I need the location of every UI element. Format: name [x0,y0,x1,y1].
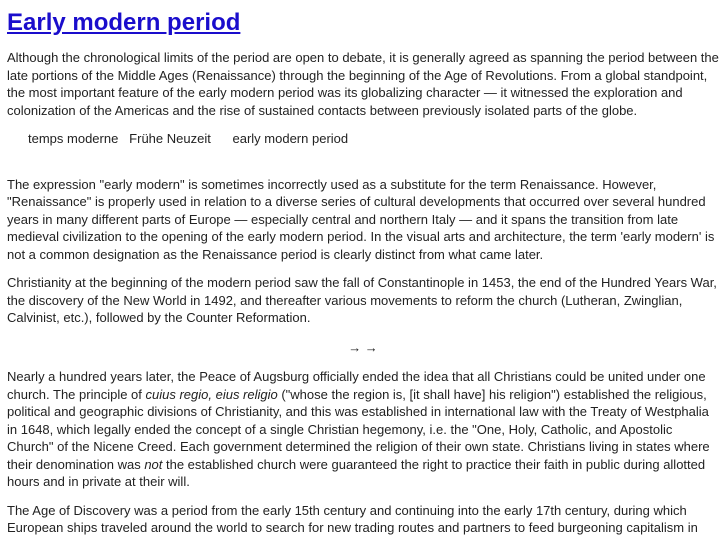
augsburg-paragraph [7,368,719,491]
term-english: early modern period [232,131,349,146]
term-french: temps moderne [28,131,119,146]
page-title [7,6,719,40]
renaissance-paragraph: The expression "early modern" is sometimes incorrectly used as a substitute for the term Renaissance. However, "Renaissance" is properly used in relation to a diverse series of cultural developments that occurred over several hundred years in many different parts of Europe — especially central and northern Italy — and it spans the transition from late medieval civilization to the opening of the early modern period. In the visual arts and architecture, the term 'early modern' is not a common designation as the Renaissance period is clearly distinct from what came later. [7,176,715,262]
term-german: Frühe Neuzeit [129,131,211,146]
emphasis-not: not [144,456,163,472]
discovery-paragraph: The Age of Discovery was a period from the early 15th century and continuing into the early 17th century, during which European ships traveled around the world to search for new trading routes and partners to feed burgeoning capitalism in [7,502,698,535]
augsburg-text-b: ("whose the region is, [it shall have] his religion") established the religious, political and geographic divisions of Christianity, and this was established in international law with the Treaty of Westphalia in 1648, which legally ended the concept of a single Christian hegemony, i.e. the "One, Holy, Catholic, and Apostolic Church" of the Nicene Creed. Each government determined the religion of their own state. Christians living in states where their denomination was [7,386,710,472]
page-title-link[interactable]: Early modern period [7,9,241,36]
translated-terms [7,130,719,148]
intro-paragraph: Although the chronological limits of the period are open to debate, it is generally agreed as spanning the period between the late portions of the Middle Ages (Renaissance) through the beginning of the Age of Revolutions. From a global standpoint, the most important feature of the early modern period was its globalizing character — it witnessed the exploration and colonization of the Americas and the rise of sustained contacts between previously isolated parts of the globe. [7,50,719,118]
augsburg-text-a: Nearly a hundred years later, the Peace of Augsburg officially ended the idea that all Christians could be united under one church. The principle of [7,369,706,402]
arrow-icons: → → [348,339,378,355]
latin-phrase: cuius regio, eius religio [145,386,278,402]
augsburg-text-c: the established church were guaranteed the right to practice their faith in public during allotted hours and in private at their will. [7,456,706,489]
christianity-paragraph: Christianity at the beginning of the modern period saw the fall of Constantinople in 1453, the end of the Hundred Years War, the discovery of the New World in 1492, and thereafter various movements to reform the church (Lutheran, Zwinglian, Calvinist, etc.), followed by the Counter Reformation. [7,275,717,325]
